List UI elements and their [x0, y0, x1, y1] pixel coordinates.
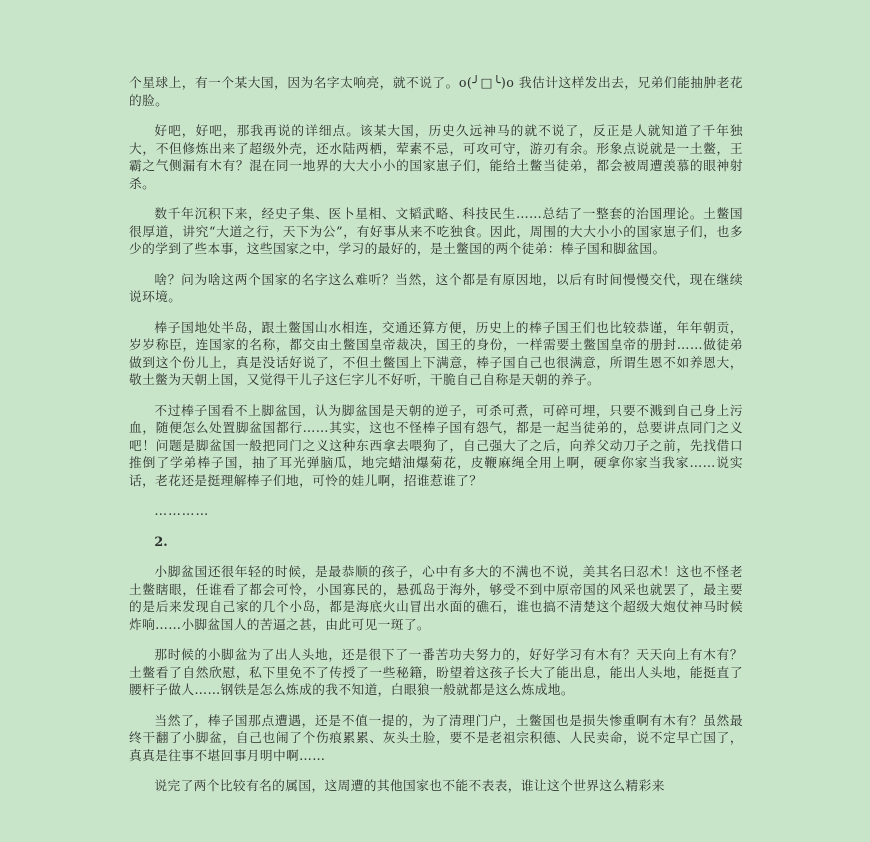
paragraph-6: 不过棒子国看不上脚盆国，认为脚盆国是天朝的逆子，可杀可煮，可碎可埋，只要不溅到自己身上污血，随便怎么处置脚盆国都行……其实，这也不怪棒子国有怨气，都是一起当徒弟的，总要讲点同门之义吧！问题是脚盆国一般把同门之义这种东西拿去喂狗了，自己强大了之后，向养父动刀子之前，先找借口推倒了学弟棒子国，抽了耳光弹脑瓜，地完蜡油爆菊花，皮鞭麻绳全用上啊，硬拿你家当我家……说实话，老花还是挺理解棒子们地，可怜的娃儿啊，招谁惹谁了？	[129, 402, 743, 488]
paragraph-5: 棒子国地处半岛，跟土鳖国山水相连，交通还算方便，历史上的棒子国王们也比较恭谨，年年朝贡，岁岁称臣，连国家的名称，都交由土鳖国皇帝裁决，国王的身份，一样需要土鳖国皇帝的册封……做徒弟做到这个份儿上，真是没话好说了，不但土鳖国上下满意，棒子国自己也很满意，所谓生恩不如养恩大，敬土鳖为天朝上国，又觉得干儿子这仨字儿不好听，干脆自己自称是天朝的养子。	[129, 319, 743, 387]
paragraph-1: 个星球上，有一个某大国，因为名字太响亮，就不说了。o(╯□╰)o 我估计这样发出去，兄弟们能抽肿老花的脸。	[129, 75, 743, 108]
paragraph-2: 好吧，好吧，那我再说的详细点。该某大国，历史久远神马的就不说了，反正是人就知道了千年独大，不但修炼出来了超级外壳，还水陆两栖，荤素不忌，可攻可守，游刃有余。形象点说就是一土鳖，王霸之气侧漏有木有？混在同一地界的大大小小的国家崽子们，能给土鳖当徒弟，都会被周遭羡慕的眼神射杀。	[129, 123, 743, 191]
paragraph-3: 数千年沉积下来，经史子集、医卜星相、文韬武略、科技民生……总结了一整套的治国理论。土鳖国很厚道，讲究“大道之行，天下为公”，有好事从来不吃独食。因此，周围的大大小小的国家崽子们，也多少的学到了些本事，这些国家之中，学习的最好的，是土鳖国的两个徒弟：棒子国和脚盆国。	[129, 206, 743, 256]
paragraph-4: 啥？问为啥这两个国家的名字这么难听？当然，这个都是有原因地，以后有时间慢慢交代，现在继续说环境。	[129, 271, 743, 304]
document-body	[129, 74, 743, 808]
section-separator: …………	[154, 503, 210, 518]
paragraph-8: 那时候的小脚盆为了出人头地，还是很下了一番苦功夫努力的，好好学习有木有？天天向上有木有？土鳖看了自然欣慰，私下里免不了传授了一些秘籍，盼望着这孩子长大了能出息，能出人头地，能挺直了腰杆子做人……钢铁是怎么炼成的我不知道，白眼狼一般就都是这么炼成地。	[129, 647, 743, 697]
paragraph-7: 小脚盆国还很年轻的时候，是最恭顺的孩子，心中有多大的不满也不说，美其名曰忍术！这也不怪老土鳖瞎眼，任谁看了都会可怜，小国寡民的，悬孤岛于海外，够受不到中原帝国的风采也就罢了，最主要的是后来发现自己家的几个小岛，都是海底火山冒出水面的礁石，谁也搞不清楚这个超级大炮仗神马时候炸响……小脚盆国人的苦逼之甚，由此可见一斑了。	[129, 564, 743, 632]
section-number: 2.	[154, 533, 168, 549]
paragraph-9: 当然了，棒子国那点遭遇，还是不值一提的，为了清理门户，土鳖国也是损失惨重啊有木有？虽然最终干翻了小脚盆，自己也闹了个伤痕累累、灰头土脸，要不是老祖宗积德、人民卖命，说不定早亡国了，真真是往事不堪回事月明中啊……	[129, 712, 743, 763]
paragraph-10: 说完了两个比较有名的属国，这周遭的其他国家也不能不表表，谁让这个世界这么精彩来	[154, 778, 665, 793]
